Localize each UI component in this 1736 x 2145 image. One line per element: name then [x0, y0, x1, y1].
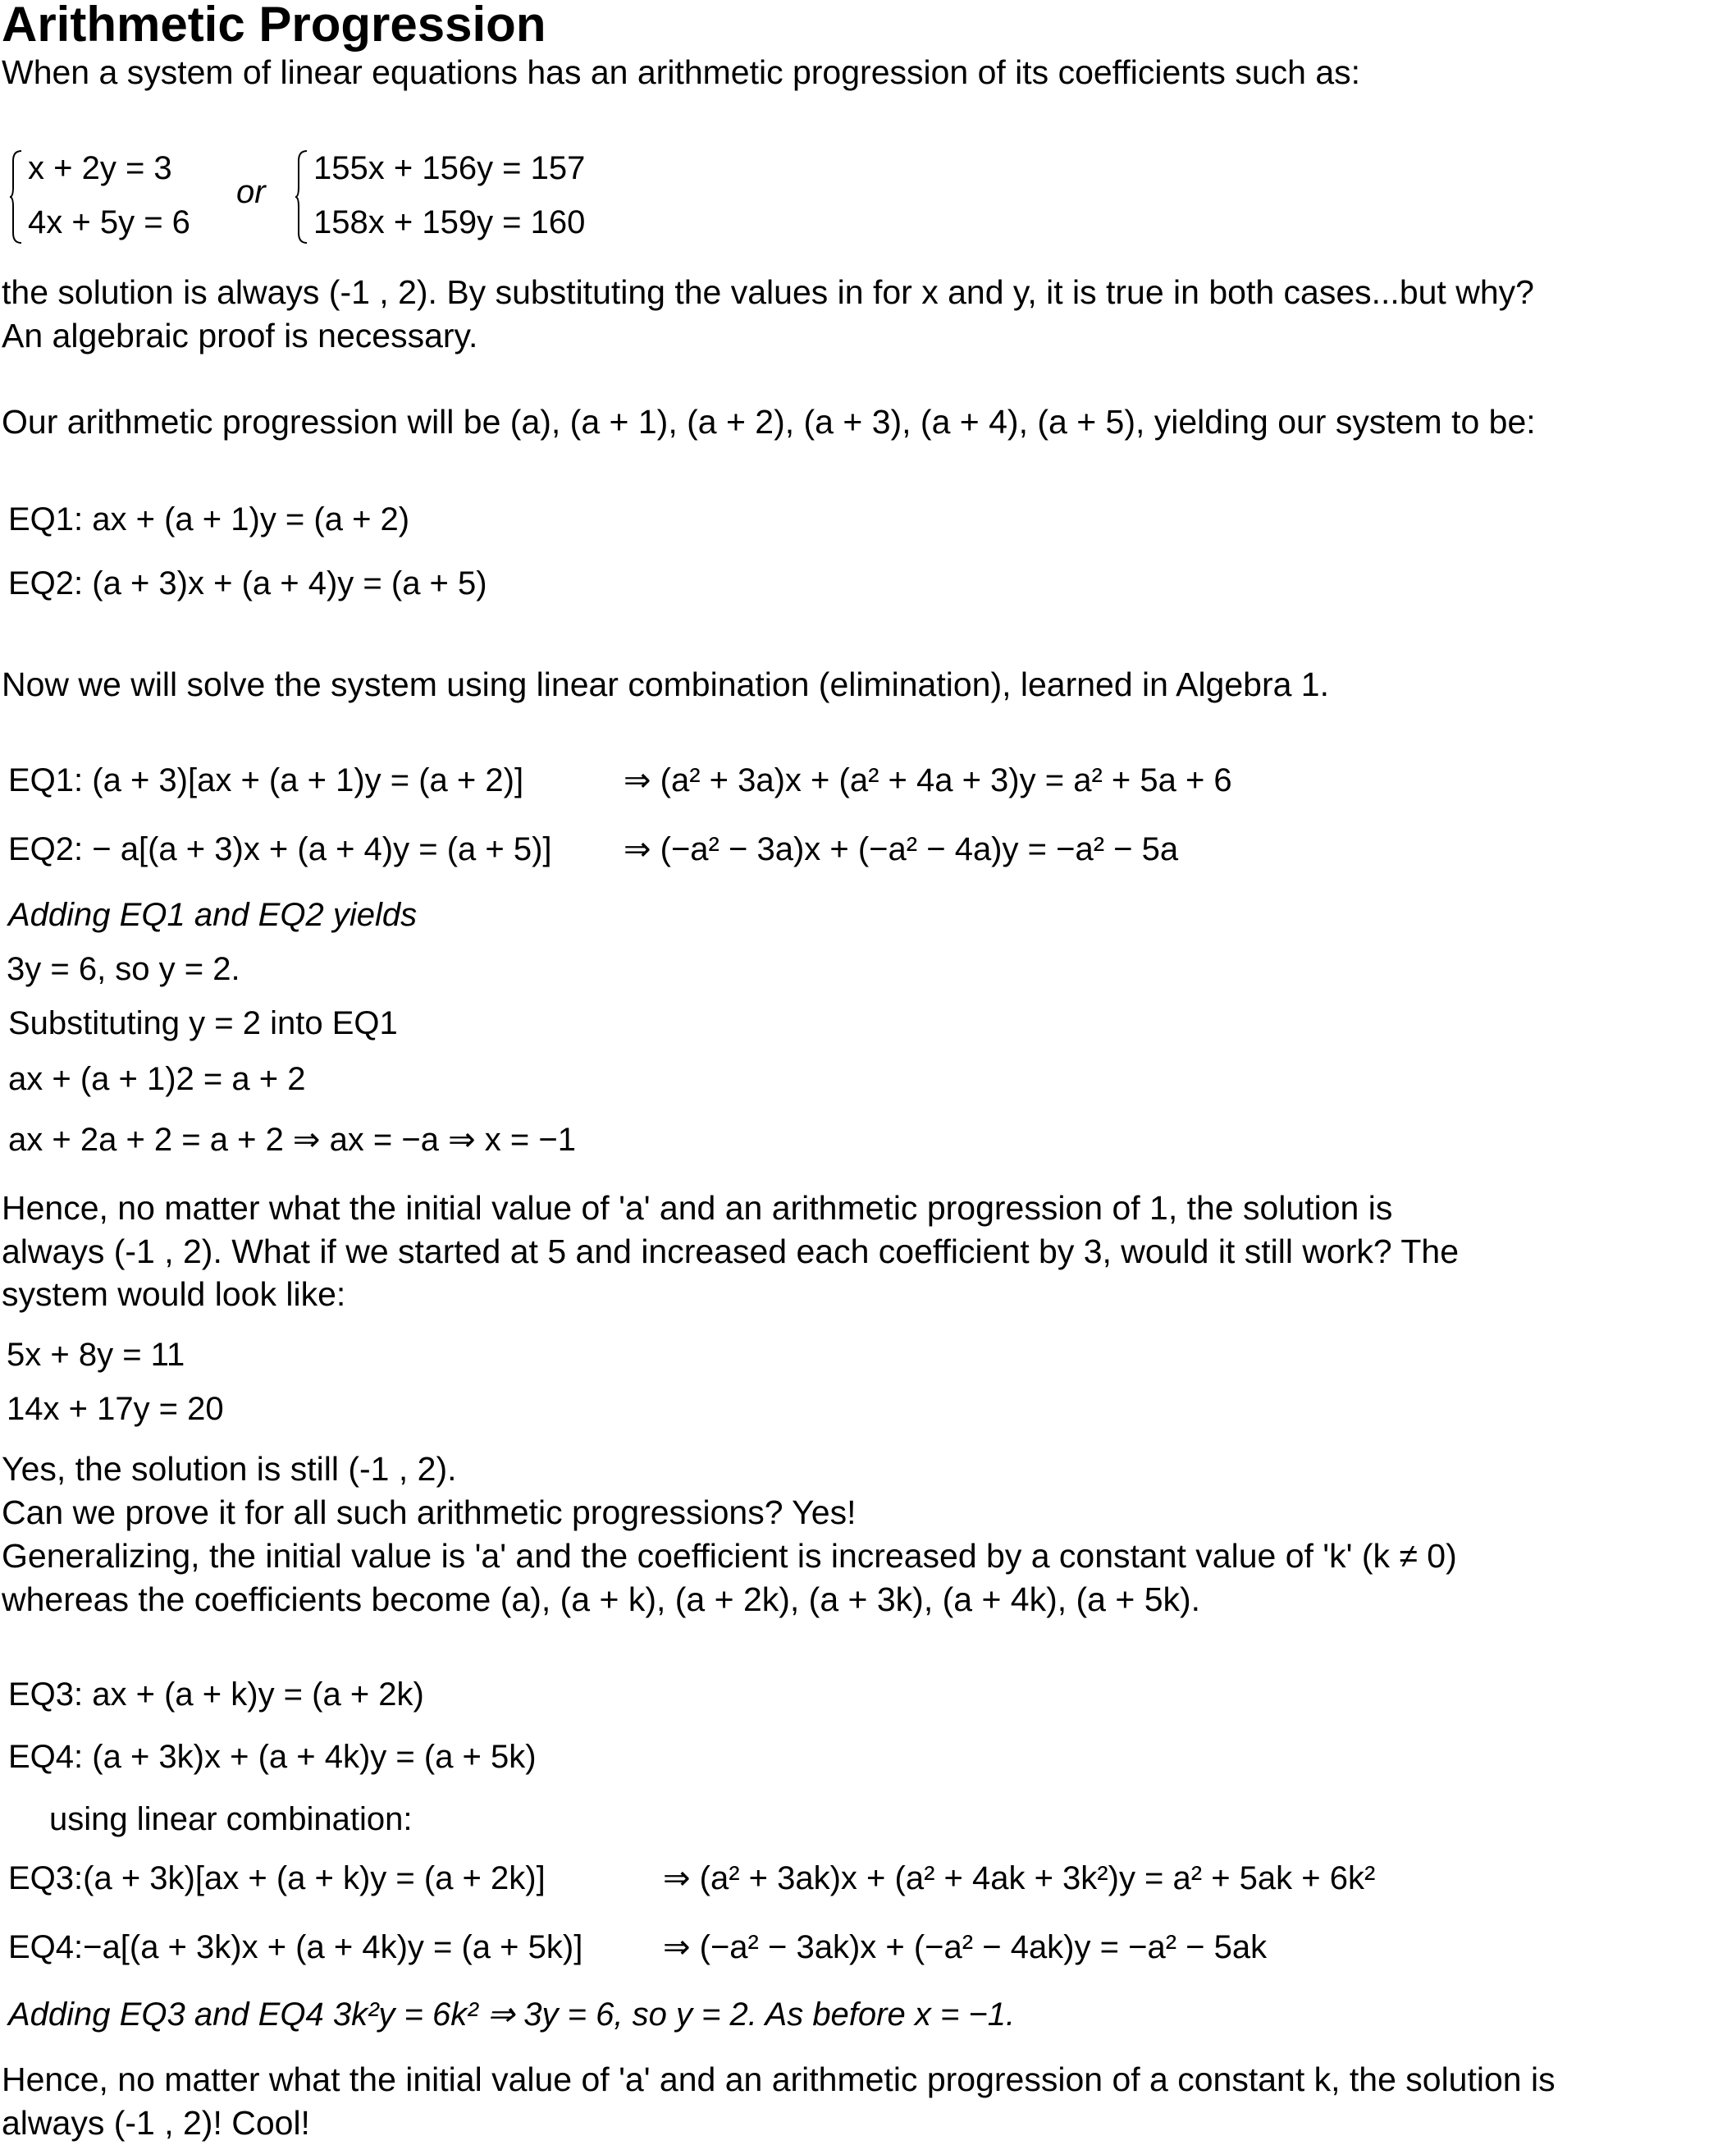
eq2-result: ⇒ (−a² − 3a)x + (−a² − 4a)y = −a² − 5a — [624, 831, 1179, 867]
adding-eq3-eq4: Adding EQ3 and EQ4 3k²y = 6k² ⇒ 3y = 6, so y = 2. As before x = −1. — [8, 1996, 1016, 2033]
paragraph-6-line-1: Yes, the solution is still (-1 , 2). — [2, 1450, 457, 1488]
paragraph-5-line-3: system would look like: — [2, 1275, 346, 1313]
page-title: Arithmetic Progression — [2, 0, 546, 52]
paragraph-2-line-2: An algebraic proof is necessary. — [2, 317, 478, 354]
system1-equation-1: x + 2y = 3 — [28, 150, 172, 186]
system1-equation-2: 4x + 5y = 6 — [28, 204, 190, 240]
eq4-result: ⇒ (−a² − 3ak)x + (−a² − 4ak)y = −a² − 5ak — [663, 1929, 1268, 1965]
paragraph-6-line-2: Can we prove it for all such arithmetic progressions? Yes! — [2, 1493, 857, 1531]
system3-equation-1: 5x + 8y = 11 — [7, 1337, 185, 1373]
example-system-1 — [10, 148, 215, 250]
eq3-multiplied: EQ3:(a + 3k)[ax + (a + k)y = (a + 2k)] — [8, 1860, 546, 1896]
system3-equation-2: 14x + 17y = 20 — [7, 1391, 224, 1427]
paragraph-5-line-1: Hence, no matter what the initial value of 'a' and an arithmetic progression of 1, the solution is — [2, 1189, 1393, 1227]
using-linear-combination: using linear combination: — [49, 1801, 413, 1837]
substitution-step-1: ax + (a + 1)2 = a + 2 — [8, 1061, 306, 1097]
eq2-multiplied: EQ2: − a[(a + 3)x + (a + 4)y = (a + 5)] — [8, 831, 552, 867]
left-brace-icon — [295, 149, 308, 245]
paragraph-3: Our arithmetic progression will be (a), (a + 1), (a + 2), (a + 3), (a + 4), (a + 5), yielding our system to be: — [2, 403, 1536, 441]
or-label: or — [236, 174, 266, 210]
paragraph-4: Now we will solve the system using linear combination (elimination), learned in Algebra 1. — [2, 665, 1329, 703]
substitution-line: Substituting y = 2 into EQ1 — [8, 1005, 398, 1041]
equation-eq4: EQ4: (a + 3k)x + (a + 4k)y = (a + 5k) — [8, 1739, 537, 1775]
example-system-2 — [295, 148, 624, 250]
eq4-multiplied: EQ4:−a[(a + 3k)x + (a + 4k)y = (a + 5k)] — [8, 1929, 583, 1965]
system2-equation-1: 155x + 156y = 157 — [313, 150, 586, 186]
eq1-result: ⇒ (a² + 3a)x + (a² + 4a + 3)y = a² + 5a + 6 — [624, 762, 1232, 798]
equation-eq2: EQ2: (a + 3)x + (a + 4)y = (a + 5) — [8, 565, 487, 601]
intro-paragraph: When a system of linear equations has an arithmetic progression of its coefficients such as: — [2, 53, 1361, 91]
paragraph-7-line-2: always (-1 , 2)! Cool! — [2, 2104, 310, 2142]
system2-equation-2: 158x + 159y = 160 — [313, 204, 586, 240]
equation-eq3: EQ3: ax + (a + k)y = (a + 2k) — [8, 1676, 424, 1713]
equation-eq1: EQ1: ax + (a + 1)y = (a + 2) — [8, 501, 410, 537]
eq1-multiplied: EQ1: (a + 3)[ax + (a + 1)y = (a + 2)] — [8, 762, 524, 798]
paragraph-5-line-2: always (-1 , 2). What if we started at 5 and increased each coefficient by 3, would it still work? The — [2, 1233, 1459, 1270]
paragraph-6-line-4: whereas the coefficients become (a), (a + k), (a + 2k), (a + 3k), (a + 4k), (a + 5k). — [2, 1580, 1201, 1618]
left-brace-icon — [10, 149, 23, 245]
eq3-result: ⇒ (a² + 3ak)x + (a² + 4ak + 3k²)y = a² + 5ak + 6k² — [663, 1860, 1376, 1896]
paragraph-2-line-1: the solution is always (-1 , 2). By substituting the values in for x and y, it is true in both cases...but why? — [2, 273, 1534, 311]
paragraph-6-line-3: Generalizing, the initial value is 'a' and the coefficient is increased by a constant value of 'k' (k ≠ 0) — [2, 1537, 1457, 1575]
y-solution: 3y = 6, so y = 2. — [7, 951, 240, 987]
substitution-step-2: ax + 2a + 2 = a + 2 ⇒ ax = −a ⇒ x = −1 — [8, 1122, 576, 1158]
paragraph-7-line-1: Hence, no matter what the initial value of 'a' and an arithmetic progression of a constant k, the solution is — [2, 2060, 1556, 2098]
adding-eq1-eq2: Adding EQ1 and EQ2 yields — [8, 897, 418, 933]
